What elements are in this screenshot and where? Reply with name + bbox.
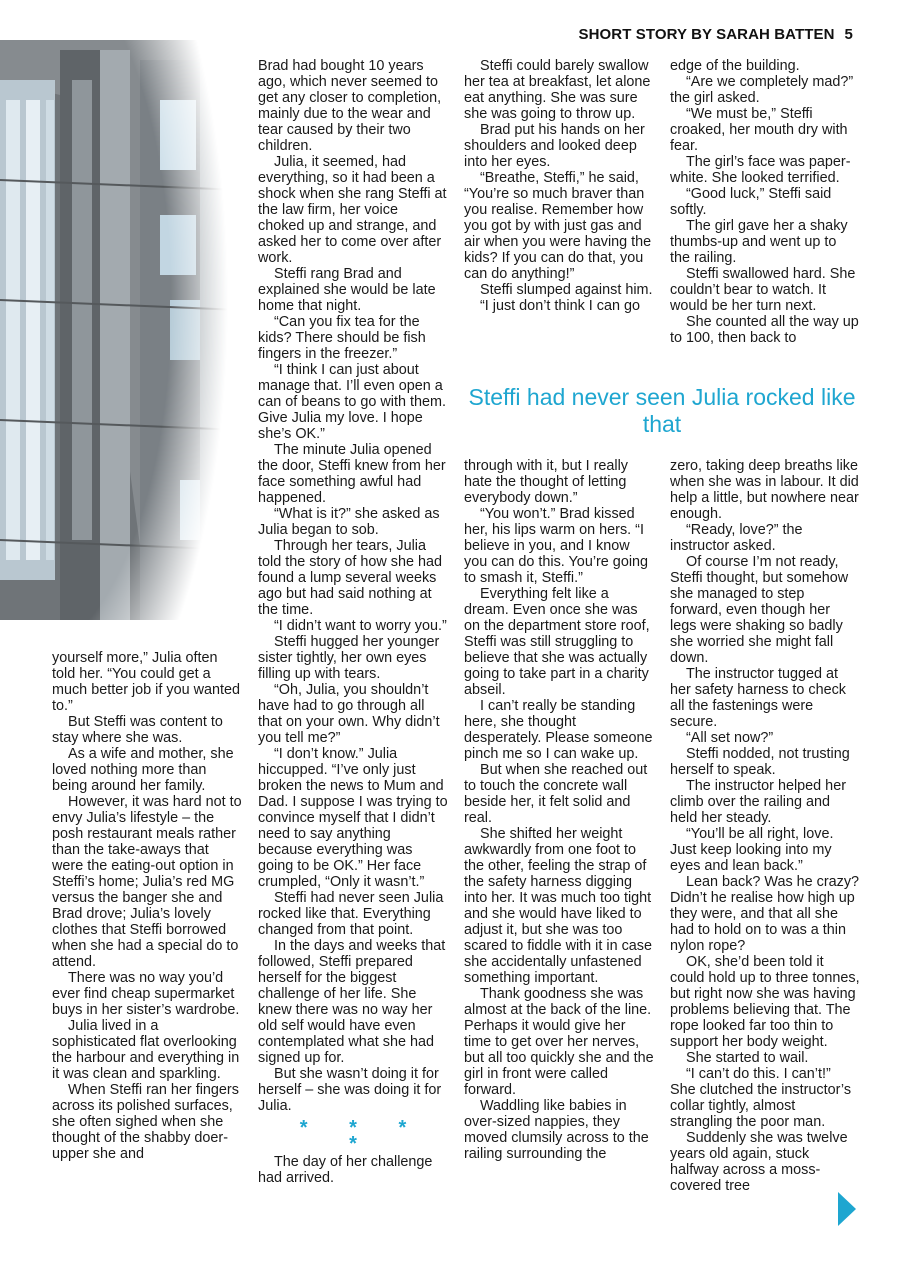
- paragraph: Brad put his hands on her shoulders and looked deep into her eyes.: [464, 122, 645, 170]
- column-4-bottom: [670, 458, 860, 1194]
- paragraph: When Steffi ran her fingers across its polished surfaces, she often sighed when she thought of the shabby doer-upper she and: [52, 1082, 239, 1162]
- paragraph: “Are we completely mad?” the girl asked.: [670, 74, 854, 106]
- column-4-top: [670, 58, 860, 346]
- paragraph: Steffi had never seen Julia rocked like that. Everything changed from that point.: [258, 890, 444, 938]
- paragraph: Everything felt like a dream. Even once she was on the department store roof, Steffi was still struggling to believe that she was actually going to take part in a charity abseil.: [464, 586, 650, 698]
- paragraph: However, it was hard not to envy Julia’s lifestyle – the posh restaurant meals rather than the take-aways that were the eating-out option in Steffi’s home; Julia’s red MG versus the banger she and Brad drove; Julia’s lovely clothes that Steffi borrowed when she had a special do to attend.: [52, 794, 242, 970]
- paragraph: “Oh, Julia, you shouldn’t have had to go through all that on your own. Why didn’t you tell me?”: [258, 682, 440, 746]
- paragraph: “You won’t.” Brad kissed her, his lips warm on hers. “I believe in you, and I know you can do this. You’re going to smash it, Steffi.”: [464, 506, 649, 586]
- paragraph: “You’ll be all right, love. Just keep looking into my eyes and lean back.”: [670, 826, 834, 874]
- column-1: [52, 650, 242, 1162]
- paragraph: The instructor tugged at her safety harness to check all the fastenings were secure.: [670, 666, 846, 730]
- paragraph: Lean back? Was he crazy? Didn’t he realise how high up they were, and that all she had to hold on to was a thin nylon rope?: [670, 874, 860, 954]
- paragraph: As a wife and mother, she loved nothing more than being around her family.: [52, 746, 234, 794]
- paragraph: She started to wail.: [686, 1050, 809, 1066]
- paragraph: The minute Julia opened the door, Steffi knew from her face something awful had happened.: [258, 442, 446, 506]
- paragraph: “I don’t know.” Julia hiccupped. “I’ve only just broken the news to Mum and Dad. I suppose I was trying to convince myself that I didn’t need to say anything because everything was going to be OK.” Her face crumpled, “Only it wasn’t.”: [258, 746, 448, 890]
- paragraph: “I can’t do this. I can’t!” She clutched the instructor’s collar tightly, almost strangling the poor man.: [670, 1066, 852, 1130]
- paragraph: Steffi swallowed hard. She couldn’t bear to watch. It would be her turn next.: [670, 266, 856, 314]
- paragraph: But when she reached out to touch the concrete wall beside her, it felt solid and real.: [464, 762, 648, 826]
- continue-arrow-icon: [836, 1192, 856, 1226]
- paragraph: zero, taking deep breaths like when she was in labour. It did help a little, but nowhere near enough.: [670, 458, 859, 522]
- paragraph: I can’t really be standing here, she thought desperately. Please someone pinch me so I can wake up.: [464, 698, 653, 762]
- paragraph: The day of her challenge had arrived.: [258, 1154, 433, 1186]
- paragraph: The girl gave her a shaky thumbs-up and went up to the railing.: [670, 218, 848, 266]
- paragraph: “What is it?” she asked as Julia began to sob.: [258, 506, 440, 538]
- column-3-top: [464, 58, 654, 314]
- paragraph: Steffi slumped against him.: [480, 282, 653, 298]
- paragraph: There was no way you’d ever find cheap supermarket buys in her sister’s wardrobe.: [52, 970, 240, 1018]
- byline: SHORT STORY BY SARAH BATTEN: [578, 26, 835, 43]
- paragraph: In the days and weeks that followed, Steffi prepared herself for the biggest challenge of her life. She knew there was no way her old self would have even contemplated what she had signed up for.: [258, 938, 446, 1066]
- paragraph: Suddenly she was twelve years old again, stuck halfway across a moss-covered tree: [670, 1130, 848, 1194]
- paragraph: “Breathe, Steffi,” he said, “You’re so much braver than you realise. Remember how you got by with just gas and air when you were having the kids? If you can do that, you can do anything!”: [464, 170, 652, 282]
- page-header: [578, 26, 853, 43]
- paragraph: Steffi rang Brad and explained she would be late home that night.: [258, 266, 436, 314]
- paragraph: OK, she’d been told it could hold up to three tonnes, but right now she was having problems believing that. The rope looked far too thin to support her body weight.: [670, 954, 860, 1050]
- paragraph: Waddling like babies in over-sized nappies, they moved clumsily across to the railing surrounding the: [464, 1098, 649, 1162]
- paragraph: Through her tears, Julia told the story of how she had found a lump several weeks ago but had said nothing at the time.: [258, 538, 442, 618]
- paragraph: Steffi hugged her younger sister tightly, her own eyes filling up with tears.: [258, 634, 440, 682]
- pull-quote: Steffi had never seen Julia rocked like that: [468, 384, 856, 437]
- paragraph: through with it, but I really hate the thought of letting everybody down.”: [464, 458, 628, 506]
- paragraph: The instructor helped her climb over the railing and held her steady.: [670, 778, 846, 826]
- paragraph: She shifted her weight awkwardly from one foot to the other, feeling the strap of the safety harness digging into her. It was much too tight and she would have liked to adjust it, but she was too scared to fiddle with it in case she accidentally unfastened something important.: [464, 826, 652, 986]
- paragraph: yourself more,” Julia often told her. “You could get a much better job if you wanted to.”: [52, 650, 240, 714]
- paragraph: But she wasn’t doing it for herself – she was doing it for Julia.: [258, 1066, 442, 1114]
- paragraph: Brad had bought 10 years ago, which never seemed to get any closer to completion, mainly due to the wear and tear caused by their two children.: [258, 58, 442, 154]
- paragraph: edge of the building.: [670, 58, 800, 74]
- paragraph: Julia lived in a sophisticated flat overlooking the harbour and everything in it was clean and sparkling.: [52, 1018, 240, 1082]
- paragraph: “Ready, love?” the instructor asked.: [670, 522, 803, 554]
- paragraph: “I think I can just about manage that. I’ll even open a can of beans to go with them. Give Julia my love. I hope she’s OK.”: [258, 362, 446, 442]
- paragraph: She counted all the way up to 100, then back to: [670, 314, 859, 346]
- paragraph: But Steffi was content to stay where she was.: [52, 714, 223, 746]
- building-illustration: [0, 40, 240, 620]
- paragraph: “All set now?”: [686, 730, 774, 746]
- paragraph: The girl’s face was paper-white. She looked terrified.: [670, 154, 851, 186]
- column-2: [258, 58, 448, 1186]
- paragraph: “Good luck,” Steffi said softly.: [670, 186, 832, 218]
- paragraph: “I didn’t want to worry you.”: [274, 618, 447, 634]
- paragraph: Steffi nodded, not trusting herself to speak.: [670, 746, 850, 778]
- paragraph: Thank goodness she was almost at the back of the line. Perhaps it would give her time to get over her nerves, but all too quickly she and the girl in front were called forward.: [464, 986, 654, 1098]
- page-number: 5: [844, 26, 853, 43]
- paragraph: Steffi could barely swallow her tea at breakfast, let alone eat anything. She was sure she was going to throw up.: [464, 58, 651, 122]
- paragraph: Julia, it seemed, had everything, so it had been a shock when she rang Steffi at the law firm, her voice choked up and strange, and asked her to come over after work.: [258, 154, 447, 266]
- paragraph: “Can you fix tea for the kids? There should be fish fingers in the freezer.”: [258, 314, 426, 362]
- column-3-bottom: [464, 458, 654, 1162]
- paragraph: “We must be,” Steffi croaked, her mouth dry with fear.: [670, 106, 848, 154]
- section-separator: * * * *: [299, 1117, 425, 1155]
- paragraph: “I just don’t think I can go: [480, 298, 640, 314]
- paragraph: Of course I’m not ready, Steffi thought, but somehow she managed to step forward, even though her legs were shaking so badly she worried she might fall down.: [670, 554, 849, 666]
